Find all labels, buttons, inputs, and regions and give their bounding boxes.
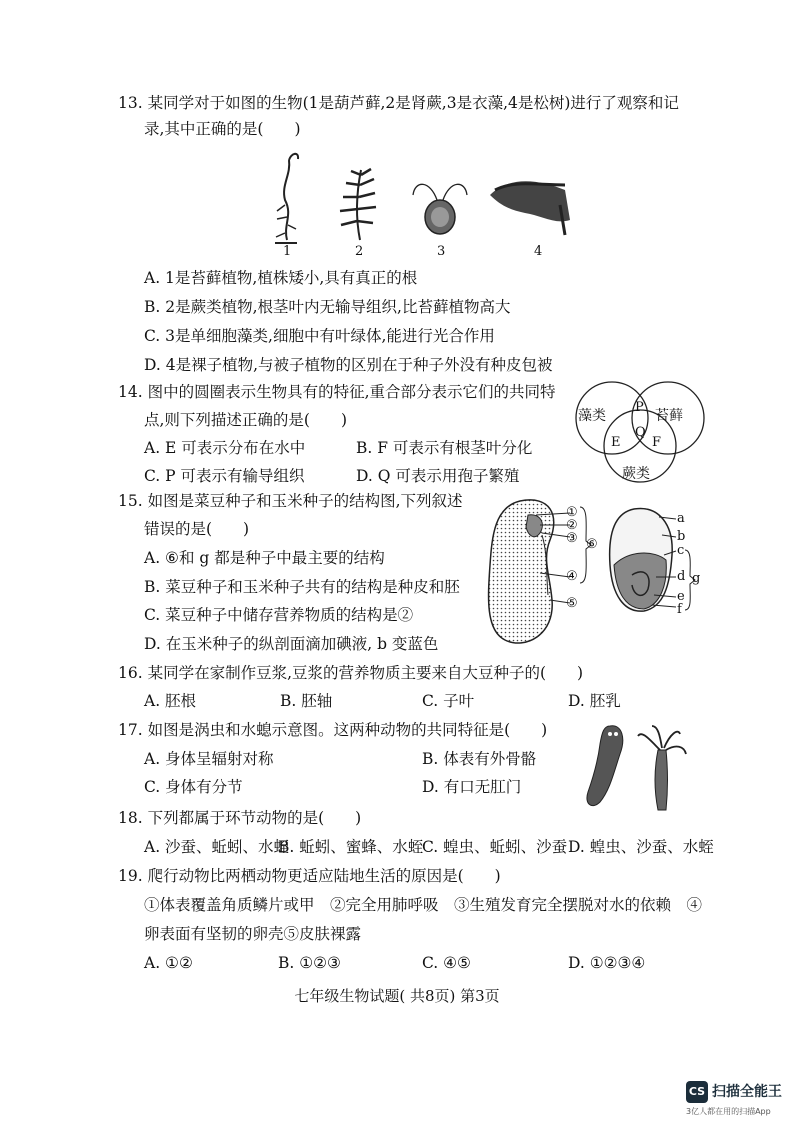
q14-stem-line2: 点,则下列描述正确的是( ) bbox=[144, 411, 348, 429]
q13-plant-figures bbox=[265, 145, 575, 265]
q14-option-c: C. P 可表示有输导组织 bbox=[144, 467, 305, 485]
q19-statement-line2: 卵表面有坚韧的卵壳⑤皮肤裸露 bbox=[144, 925, 362, 943]
camscanner-tagline: 3亿人都在用的扫描App bbox=[686, 1107, 771, 1116]
q18-option-b: B. 蚯蚓、蜜蜂、水蛭 bbox=[278, 838, 424, 856]
q14-option-b: B. F 可表示有根茎叶分化 bbox=[356, 439, 533, 457]
corn-label-d: d bbox=[677, 569, 686, 584]
q14-option-d: D. Q 可表示用孢子繁殖 bbox=[356, 467, 520, 485]
bean-label-4: ④ bbox=[566, 569, 578, 584]
corn-label-f: f bbox=[677, 602, 682, 617]
q19-option-b: B. ①②③ bbox=[278, 954, 341, 972]
corn-label-b: b bbox=[677, 529, 686, 544]
q17-option-d: D. 有口无肛门 bbox=[422, 778, 522, 796]
corn-label-e: e bbox=[677, 589, 685, 604]
corn-label-c: c bbox=[677, 543, 685, 558]
q17-animal-figures bbox=[580, 720, 690, 815]
q16-option-c: C. 子叶 bbox=[422, 692, 475, 710]
fern-illustration bbox=[340, 169, 376, 240]
venn-label-moss: 苔藓 bbox=[655, 408, 683, 424]
q13-fig-label-1: 1 bbox=[283, 244, 292, 259]
hydra-illustration bbox=[638, 726, 686, 810]
q13-stem-line1: 13. 某同学对于如图的生物(1是葫芦藓,2是肾蕨,3是衣藻,4是松树)进行了观察和记 bbox=[118, 94, 679, 112]
q15-stem-line2: 错误的是( ) bbox=[144, 520, 250, 538]
q15-stem-line1: 15. 如图是菜豆种子和玉米种子的结构图,下列叙述 bbox=[118, 492, 463, 510]
q16-option-b: B. 胚轴 bbox=[280, 692, 333, 710]
q17-stem: 17. 如图是涡虫和水螅示意图。这两种动物的共同特征是( ) bbox=[118, 721, 548, 739]
q16-stem: 16. 某同学在家制作豆浆,豆浆的营养物质主要来自大豆种子的( ) bbox=[118, 664, 584, 682]
q19-option-d: D. ①②③④ bbox=[568, 954, 646, 972]
q14-option-a: A. E 可表示分布在水中 bbox=[144, 439, 306, 457]
chlamydomonas-illustration bbox=[413, 184, 467, 234]
bean-label-2: ② bbox=[566, 518, 578, 533]
venn-label-q: Q bbox=[635, 425, 646, 440]
q15-option-d: D. 在玉米种子的纵剖面滴加碘液, b 变蓝色 bbox=[144, 635, 439, 653]
q18-option-a: A. 沙蚕、蚯蚓、水蛭 bbox=[144, 838, 290, 856]
venn-label-fern: 蕨类 bbox=[622, 466, 650, 482]
q17-option-c: C. 身体有分节 bbox=[144, 778, 243, 796]
q13-option-a: A. 1是苔藓植物,植株矮小,具有真正的根 bbox=[144, 269, 418, 287]
q18-stem: 18. 下列都属于环节动物的是( ) bbox=[118, 809, 362, 827]
corn-label-g: g bbox=[692, 571, 701, 586]
q17-option-a: A. 身体呈辐射对称 bbox=[144, 750, 274, 768]
pine-illustration bbox=[490, 181, 570, 235]
venn-label-f: F bbox=[652, 435, 662, 450]
q16-option-d: D. 胚乳 bbox=[568, 692, 621, 710]
q13-fig-label-2: 2 bbox=[355, 244, 364, 259]
q13-option-b: B. 2是蕨类植物,根茎叶内无输导组织,比苔藓植物高大 bbox=[144, 298, 511, 316]
q19-option-a: A. ①② bbox=[144, 954, 193, 972]
bean-seed-diagram bbox=[480, 495, 580, 655]
q16-option-a: A. 胚根 bbox=[144, 692, 197, 710]
bean-label-5: ⑤ bbox=[566, 596, 578, 611]
moss-illustration bbox=[275, 154, 298, 243]
venn-label-algae: 藻类 bbox=[578, 408, 606, 424]
corn-label-a: a bbox=[677, 511, 685, 526]
q13-stem-line2: 录,其中正确的是( ) bbox=[144, 120, 301, 138]
q13-option-d: D. 4是裸子植物,与被子植物的区别在于种子外没有种皮包被 bbox=[144, 356, 553, 374]
q13-option-c: C. 3是单细胞藻类,细胞中有叶绿体,能进行光合作用 bbox=[144, 327, 495, 345]
q19-statement-line1: ①体表覆盖角质鳞片或甲 ②完全用肺呼吸 ③生殖发育完全摆脱对水的依赖 ④ bbox=[144, 896, 703, 914]
camscanner-logo-icon: CS bbox=[686, 1081, 708, 1103]
q14-stem-line1: 14. 图中的圆圈表示生物具有的特征,重合部分表示它们的共同特 bbox=[118, 383, 556, 401]
q15-option-c: C. 菜豆种子中储存营养物质的结构是② bbox=[144, 606, 414, 624]
bean-label-6: ⑥ bbox=[586, 537, 598, 552]
q19-stem: 19. 爬行动物比两栖动物更适应陆地生活的原因是( ) bbox=[118, 867, 501, 885]
q15-option-b: B. 菜豆种子和玉米种子共有的结构是种皮和胚 bbox=[144, 578, 460, 596]
q19-option-c: C. ④⑤ bbox=[422, 954, 471, 972]
q15-option-a: A. ⑥和 g 都是种子中最主要的结构 bbox=[144, 549, 385, 567]
venn-label-p: P bbox=[635, 400, 644, 415]
venn-label-e: E bbox=[611, 435, 621, 450]
planarian-illustration bbox=[587, 726, 623, 806]
q18-option-c: C. 蝗虫、蚯蚓、沙蚕 bbox=[422, 838, 568, 856]
q13-fig-label-3: 3 bbox=[437, 244, 446, 259]
q17-option-b: B. 体表有外骨骼 bbox=[422, 750, 537, 768]
bean-label-1: ① bbox=[566, 505, 578, 520]
page-footer: 七年级生物试题( 共8页) 第3页 bbox=[294, 987, 500, 1005]
q13-fig-label-4: 4 bbox=[534, 244, 543, 259]
q18-option-d: D. 蝗虫、沙蚕、水蛭 bbox=[568, 838, 714, 856]
bean-label-3: ③ bbox=[566, 531, 578, 546]
camscanner-name: 扫描全能王 bbox=[712, 1084, 782, 1100]
corn-seed-diagram bbox=[604, 505, 684, 615]
